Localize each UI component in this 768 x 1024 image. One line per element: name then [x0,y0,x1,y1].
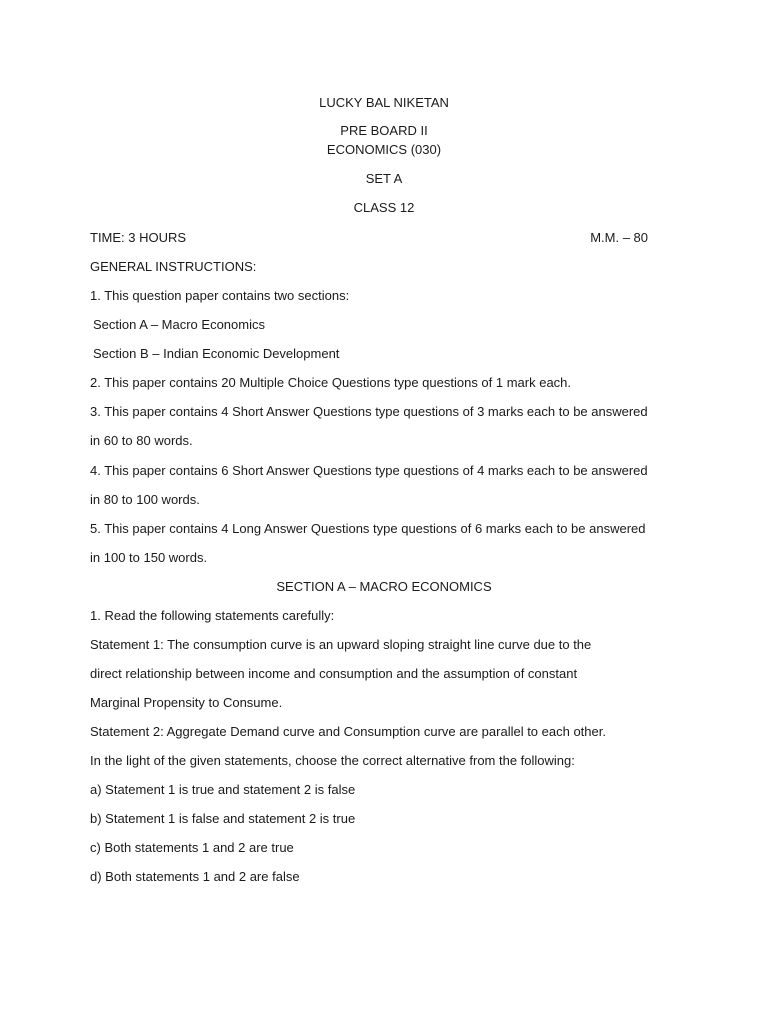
instruction-item-4-cont: in 80 to 100 words. [90,492,200,507]
option-a: a) Statement 1 is true and statement 2 is false [90,782,356,797]
class-label: CLASS 12 [353,200,415,215]
instruction-item-1: 1. This question paper contains two sections: [90,288,350,303]
instructions-heading: GENERAL INSTRUCTIONS: [90,259,257,274]
exam-title: PRE BOARD II [340,123,428,138]
option-d: d) Both statements 1 and 2 are false [90,869,300,884]
statement-1-line-2: direct relationship between income and consumption and the assumption of constant [90,666,578,681]
instruction-item-2: 2. This paper contains 20 Multiple Choice Questions type questions of 1 mark each. [90,375,572,390]
school-name: LUCKY BAL NIKETAN [319,95,449,110]
instruction-item-4: 4. This paper contains 6 Short Answer Questions type questions of 4 marks each to be answered [90,463,648,478]
time-label: TIME: 3 HOURS [90,230,187,245]
section-a-heading: SECTION A – MACRO ECONOMICS [276,579,492,594]
statement-2: Statement 2: Aggregate Demand curve and Consumption curve are parallel to each other. [90,724,606,739]
option-b: b) Statement 1 is false and statement 2 is true [90,811,356,826]
instruction-item-5: 5. This paper contains 4 Long Answer Questions type questions of 6 marks each to be answered [90,521,646,536]
instruction-section-b: Section B – Indian Economic Development [93,346,340,361]
instruction-section-a: Section A – Macro Economics [93,317,265,332]
instruction-item-3: 3. This paper contains 4 Short Answer Questions type questions of 3 marks each to be answered [90,404,648,419]
question-1-instruction: In the light of the given statements, choose the correct alternative from the following: [90,753,575,768]
instruction-item-5-cont: in 100 to 150 words. [90,550,208,565]
option-c: c) Both statements 1 and 2 are true [90,840,294,855]
max-marks-label: M.M. – 80 [590,230,648,245]
instruction-item-3-cont: in 60 to 80 words. [90,433,193,448]
subject-title: ECONOMICS (030) [326,142,442,157]
question-1-prompt: 1. Read the following statements carefully: [90,608,335,623]
set-label: SET A [365,171,403,186]
statement-1-line-1: Statement 1: The consumption curve is an upward sloping straight line curve due to the [90,637,592,652]
statement-1-line-3: Marginal Propensity to Consume. [90,695,283,710]
